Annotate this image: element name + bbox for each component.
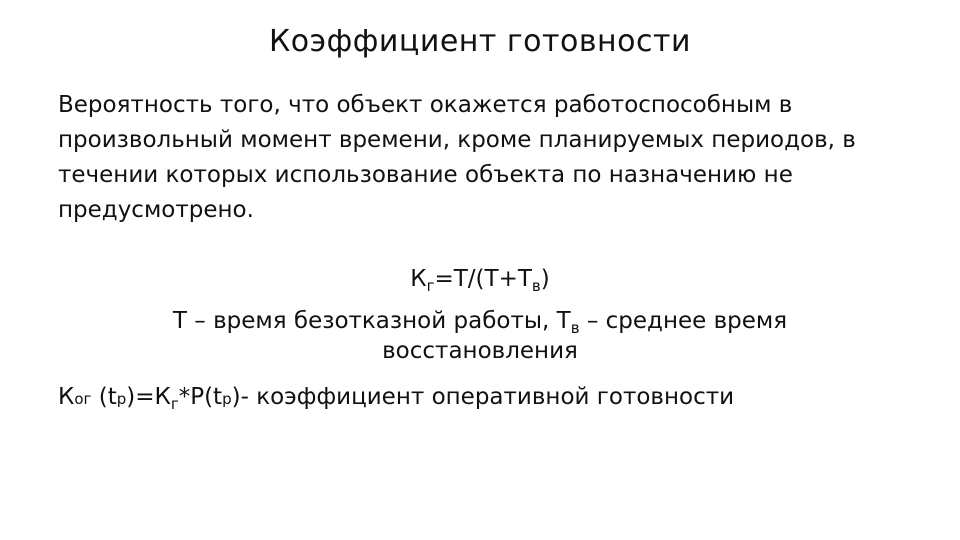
operative-k-subscript: ог	[74, 390, 92, 408]
operative-k: К	[58, 384, 75, 410]
legend-tv-subscript: в	[570, 319, 580, 337]
formula-equation: =Т/(Т+Т	[434, 266, 532, 292]
formula-close: )	[540, 266, 550, 292]
operative-mid2: *P(t	[178, 384, 223, 410]
operative-p-subscript-1: р	[116, 390, 127, 408]
operative-end: )- коэффициент оперативной готовности	[231, 384, 735, 410]
operative-open: (t	[91, 384, 117, 410]
formula-tv-subscript: в	[531, 277, 541, 295]
availability-formula	[0, 262, 960, 296]
slide-title: Коэффициент готовности	[269, 24, 691, 59]
formula-legend-line2: восстановления	[382, 338, 578, 364]
legend-part1: Т – время безотказной работы, Т	[172, 308, 571, 334]
operative-kg-subscript: г	[170, 395, 179, 413]
operative-p-subscript-2: р	[222, 390, 232, 408]
operative-availability-formula	[58, 380, 938, 416]
legend-part2: – среднее время	[579, 308, 788, 334]
formula-k: К	[410, 266, 427, 292]
definition-text: Вероятность того, что объект окажется работоспособным в произвольный момент времени, кроме планируемых периодов, в течении которых использование объекта по назначению не предусмотрено.	[58, 92, 856, 223]
operative-mid: )=К	[126, 384, 171, 410]
formula-legend-line1	[0, 304, 960, 338]
formula-k-subscript: г	[426, 277, 435, 295]
